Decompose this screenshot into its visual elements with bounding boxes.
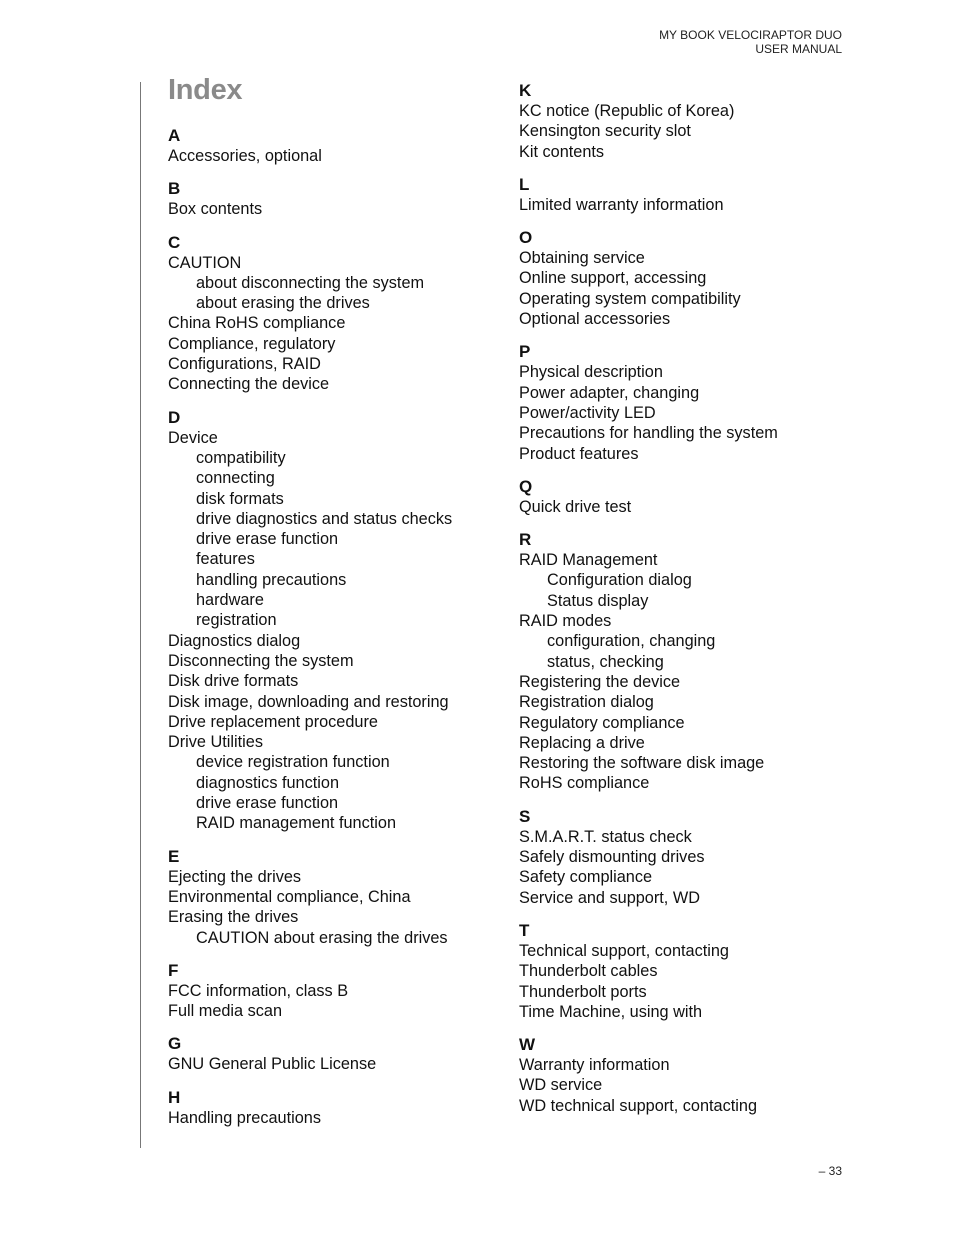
page-title: Index bbox=[168, 74, 243, 106]
index-entry[interactable]: Thunderbolt cables bbox=[519, 962, 658, 981]
index-letter-heading: O bbox=[519, 228, 533, 248]
index-entry[interactable]: Erasing the drives bbox=[168, 908, 299, 927]
index-entry[interactable]: Restoring the software disk image bbox=[519, 754, 765, 773]
index-entry[interactable]: Operating system compatibility bbox=[519, 289, 741, 308]
header-product-name: MY BOOK VELOCIRAPTOR DUO bbox=[659, 28, 842, 42]
index-entry[interactable]: Registration dialog bbox=[519, 693, 654, 712]
left-margin-rule bbox=[140, 82, 141, 1148]
index-section-c bbox=[168, 232, 498, 395]
index-entry[interactable]: Disk drive formats bbox=[168, 672, 299, 691]
index-entry[interactable]: Product features bbox=[519, 444, 639, 463]
index-entry[interactable]: RoHS compliance bbox=[519, 774, 650, 793]
index-section-l bbox=[519, 174, 859, 215]
index-entry[interactable]: Regulatory compliance bbox=[519, 713, 685, 732]
index-section-t bbox=[519, 920, 859, 1022]
index-entry[interactable]: Drive replacement procedure bbox=[168, 712, 378, 731]
index-entry[interactable]: Safely dismounting drives bbox=[519, 848, 705, 867]
index-column-left bbox=[168, 125, 498, 1140]
index-subentry[interactable]: Status display bbox=[547, 591, 649, 610]
index-entry[interactable]: Optional accessories bbox=[519, 310, 671, 329]
index-section-e bbox=[168, 846, 498, 948]
index-section-s bbox=[519, 806, 859, 908]
index-entry[interactable]: Quick drive test bbox=[519, 497, 632, 516]
index-section-o bbox=[519, 227, 859, 329]
index-entry[interactable]: Disconnecting the system bbox=[168, 651, 354, 670]
index-subentry[interactable]: drive diagnostics and status checks bbox=[196, 509, 453, 528]
index-entry[interactable]: Diagnostics dialog bbox=[168, 631, 301, 650]
index-letter-heading: K bbox=[519, 81, 532, 100]
index-entry[interactable]: Obtaining service bbox=[519, 249, 645, 268]
index-letter-heading: F bbox=[168, 960, 179, 980]
index-entry[interactable]: Configurations, RAID bbox=[168, 355, 321, 374]
index-entry[interactable]: Power adapter, changing bbox=[519, 383, 700, 402]
index-section-h bbox=[168, 1087, 498, 1128]
index-letter-heading: P bbox=[519, 342, 531, 362]
index-entry[interactable]: Time Machine, using with bbox=[519, 1002, 703, 1021]
index-section-f bbox=[168, 960, 498, 1022]
index-entry[interactable]: Online support, accessing bbox=[519, 269, 707, 288]
index-entry[interactable]: Handling precautions bbox=[168, 1108, 321, 1127]
index-section-a bbox=[168, 125, 498, 166]
index-subentry[interactable]: compatibility bbox=[196, 448, 286, 467]
index-entry[interactable]: Technical support, contacting bbox=[519, 941, 729, 960]
header-manual-label: USER MANUAL bbox=[755, 42, 842, 56]
index-letter-heading: C bbox=[168, 232, 181, 252]
index-entry[interactable]: Environmental compliance, China bbox=[168, 887, 411, 906]
index-letter-heading: E bbox=[168, 846, 180, 866]
index-entry[interactable]: WD technical support, contacting bbox=[519, 1096, 758, 1115]
index-entry[interactable]: Thunderbolt ports bbox=[519, 982, 647, 1001]
index-section-w bbox=[519, 1034, 859, 1116]
index-entry[interactable]: FCC information, class B bbox=[168, 981, 349, 1000]
index-letter-heading: D bbox=[168, 407, 181, 427]
index-entry[interactable]: S.M.A.R.T. status check bbox=[519, 827, 692, 846]
index-entry[interactable]: Physical description bbox=[519, 363, 663, 382]
index-entry[interactable]: Replacing a drive bbox=[519, 733, 645, 752]
index-letter-heading: W bbox=[519, 1035, 536, 1055]
index-subentry[interactable]: connecting bbox=[196, 469, 275, 488]
index-section-b bbox=[168, 178, 498, 219]
index-section-k bbox=[519, 80, 859, 162]
index-entry[interactable]: Precautions for handling the system bbox=[519, 424, 778, 443]
index-section-p bbox=[519, 341, 859, 463]
index-entry[interactable]: Kensington security slot bbox=[519, 122, 691, 141]
index-entry[interactable]: GNU General Public License bbox=[168, 1055, 377, 1074]
index-subentry[interactable]: drive erase function bbox=[196, 794, 339, 813]
index-entry[interactable]: Device bbox=[168, 428, 218, 447]
index-letter-heading: G bbox=[168, 1034, 182, 1054]
index-subentry[interactable]: registration bbox=[196, 611, 277, 630]
index-entry[interactable]: China RoHS compliance bbox=[168, 314, 346, 333]
index-entry[interactable]: Service and support, WD bbox=[519, 888, 700, 907]
index-letter-heading: T bbox=[519, 920, 530, 940]
index-entry[interactable]: Warranty information bbox=[519, 1056, 670, 1075]
index-entry[interactable]: Full media scan bbox=[168, 1002, 283, 1021]
index-entry[interactable]: Registering the device bbox=[519, 672, 681, 691]
index-subentry[interactable]: handling precautions bbox=[196, 570, 347, 589]
index-entry[interactable]: Ejecting the drives bbox=[168, 867, 302, 886]
index-entry[interactable]: CAUTION bbox=[168, 253, 242, 272]
page-number: – 33 bbox=[818, 1164, 842, 1178]
index-subentry[interactable]: Configuration dialog bbox=[547, 571, 692, 590]
index-subentry[interactable]: status, checking bbox=[547, 652, 664, 671]
index-subentry[interactable]: about erasing the drives bbox=[196, 294, 370, 313]
index-entry[interactable]: RAID Management bbox=[519, 551, 658, 570]
index-subentry[interactable]: about disconnecting the system bbox=[196, 273, 425, 292]
running-header bbox=[659, 28, 842, 56]
index-entry[interactable]: Safety compliance bbox=[519, 868, 653, 887]
index-section-g bbox=[168, 1033, 498, 1074]
index-entry[interactable]: Kit contents bbox=[519, 142, 605, 161]
index-letter-heading: B bbox=[168, 179, 181, 199]
index-letter-heading: Q bbox=[519, 476, 533, 496]
index-section-q bbox=[519, 476, 859, 517]
index-subentry[interactable]: diagnostics function bbox=[196, 773, 340, 792]
index-entry[interactable]: Limited warranty information bbox=[519, 195, 724, 214]
index-letter-heading: L bbox=[519, 174, 530, 194]
index-entry[interactable]: Power/activity LED bbox=[519, 403, 656, 422]
index-entry[interactable]: KC notice (Republic of Korea) bbox=[519, 102, 735, 120]
index-subentry[interactable]: disk formats bbox=[196, 489, 284, 508]
index-subentry[interactable]: RAID management function bbox=[196, 814, 397, 833]
index-entry[interactable]: Drive Utilities bbox=[168, 733, 263, 752]
index-entry[interactable]: WD service bbox=[519, 1076, 603, 1095]
index-subentry[interactable]: drive erase function bbox=[196, 530, 339, 549]
index-letter-heading: H bbox=[168, 1087, 181, 1107]
index-subentry[interactable]: device registration function bbox=[196, 753, 390, 772]
index-column-right bbox=[519, 80, 859, 1128]
index-entry[interactable]: Connecting the device bbox=[168, 375, 330, 394]
index-entry[interactable]: Compliance, regulatory bbox=[168, 334, 336, 353]
index-subentry[interactable]: CAUTION about erasing the drives bbox=[196, 928, 448, 947]
index-entry[interactable]: RAID modes bbox=[519, 612, 612, 631]
index-letter-heading: S bbox=[519, 806, 531, 826]
index-section-d bbox=[168, 407, 498, 834]
index-entry[interactable]: Disk image, downloading and restoring bbox=[168, 692, 449, 711]
index-letter-heading: A bbox=[168, 126, 181, 145]
index-subentry[interactable]: configuration, changing bbox=[547, 632, 716, 651]
index-entry[interactable]: Box contents bbox=[168, 200, 263, 219]
index-subentry[interactable]: hardware bbox=[196, 591, 264, 610]
index-subentry[interactable]: features bbox=[196, 550, 255, 569]
index-letter-heading: R bbox=[519, 530, 532, 550]
index-entry[interactable]: Accessories, optional bbox=[168, 147, 322, 165]
index-section-r bbox=[519, 529, 859, 794]
